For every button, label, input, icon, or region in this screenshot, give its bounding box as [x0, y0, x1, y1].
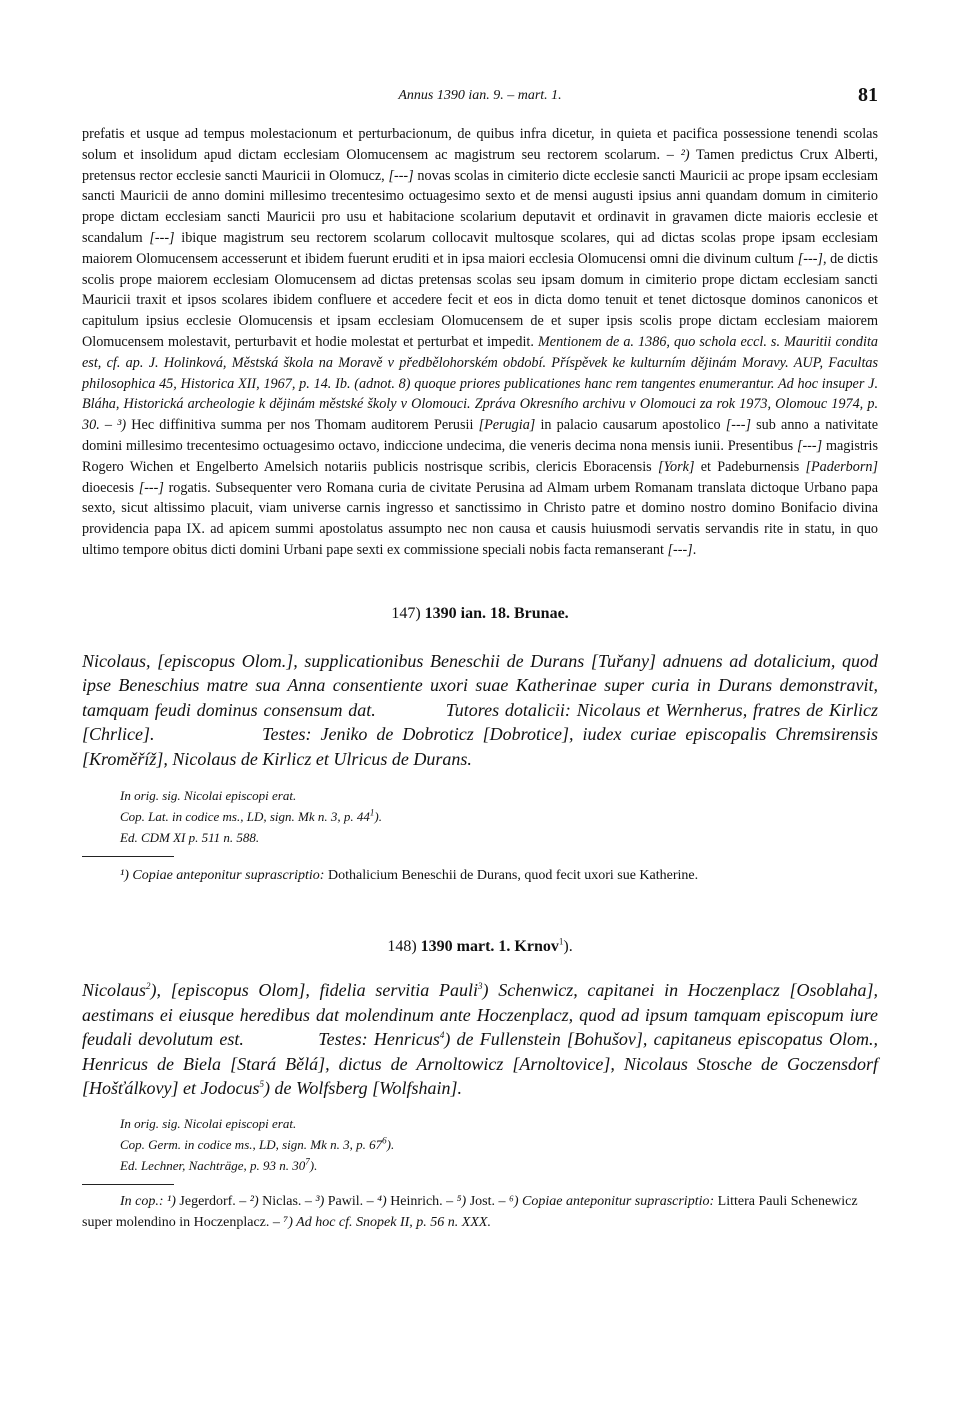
footnote-text: Dothalicium Beneschii de Durans, quod fecit uxori sue Katherine.	[324, 868, 699, 884]
document-page	[82, 84, 878, 1233]
regest-text: ) Schenwicz, capitanei in Hoczenplacz [Osoblaha], aestimans ei eiusque heredibus dat molendinum ante Hoczenplacz, quod ad ipsum tamquam episcopum iure feudali devolutum est.	[82, 980, 878, 1050]
place-identification: [Paderborn]	[805, 458, 879, 475]
footnote-reference: ⁷) Ad hoc cf. Snopek II, p. 56 n. XXX.	[283, 1214, 491, 1230]
intro-text: .	[692, 541, 697, 558]
lacuna-mark: [---]	[797, 250, 823, 267]
note-sup: 5	[259, 1079, 265, 1090]
entry-147-notes	[120, 785, 878, 848]
entry-place: Krnov	[514, 938, 559, 956]
footnote-text: Pawil. –	[324, 1193, 378, 1209]
edition-note-text: Ed. Lechner, Nachträge, p. 93 n. 30	[120, 1157, 306, 1173]
copy-note-text: Cop. Germ. in codice ms., LD, sign. Mk n. 3, p. 67	[120, 1136, 383, 1152]
footnote-marker: ³)	[315, 1193, 325, 1209]
intro-text: novas scolas in cimiterio dicte ecclesie sancti Mauricii ac prope ipsam ecclesiam sancti Mauricii de anno domini millesimo trecentesimo octuagesimo sexto et de mensi augusti ipsius anni quandam domum in cimiterio prope dictam ecclesiam sancti Mauricii pro usu et habitacione scolarium deputavit et ordinavit in gravamen dicte maioris ecclesie et scandalum	[82, 167, 878, 246]
lacuna-mark: [---]	[667, 541, 693, 558]
editorial-note: Mentionem de a. 1386, quo schola eccl. s. Mauritii condita est, cf. ap. J. Holinková, Městská škola na Moravě v předbělohorském období. Příspěvek ke kulturním dějinám Moravy. AUP, Facultas philosophica 45, Historica XII, 1967, p. 14. Ib. (adnot. 8) quoque priores publicationes hanc rem tangentes enumerantur. Ad hoc insuper J. Bláha, Historická archeologie k dějinám městské školy v Olomouci. Zpráva Okresního archivu v Olomouci za rok 1973, Olomouc 1974, p. 30. –	[82, 333, 878, 434]
entry-148-notes	[120, 1113, 878, 1176]
footnote-rule	[82, 1184, 174, 1185]
place-identification: [York]	[657, 458, 695, 475]
edition-note: Ed. CDM XI p. 511 n. 588.	[120, 830, 260, 846]
entry-date: 1390 mart. 1.	[420, 938, 511, 956]
entry-147-regest	[82, 649, 878, 772]
footnote-marker: ⁴)	[377, 1193, 387, 1209]
entry-147-footnote	[82, 865, 878, 886]
regest-text: ), [episcopus Olom], fidelia servitia Pauli	[150, 980, 479, 1001]
note-sup: 6	[382, 1135, 387, 1146]
footnote-text: Heinrich. –	[386, 1193, 457, 1209]
regest-text: Testes: Jeniko de Dobroticz [Dobrotice], iudex curiae episcopalis Chremsirensis [Kroměříž], Nicolaus de Kirlicz et Ulricus de Durans.	[82, 724, 878, 769]
copy-note	[120, 806, 878, 827]
entry-date: 1390 ian. 18.	[424, 604, 510, 622]
regest-text: Nicolaus	[82, 980, 147, 1001]
lacuna-mark: [---]	[725, 417, 751, 434]
intro-text: Tamen predictus Crux Alberti, pretensus rector ecclesie sancti Mauricii in Olomucz,	[82, 146, 878, 184]
regest-text: Nicolaus, [episcopus Olom.], supplicationibus Beneschii de Durans [Tuřany] adnuens ad dotalicium, quod ipse Beneschius matre sua Anna consentiente uxori suae Katherinae super curia in Durans demonstravit, tamquam feudi dominus consensum dat.	[82, 650, 878, 720]
lacuna-mark: [---]	[138, 479, 164, 496]
entry-number: 147)	[391, 604, 421, 622]
note-sup: 7	[305, 1156, 310, 1167]
place-identification: [Perugia]	[478, 417, 536, 434]
regest-text: ) de Fullenstein [Bohušov], capitaneus episcopatus Olom., Henricus de Biela [Stará Bělá], dictus de Arnoltowicz [Arnoltovice], Nicolaus Stosche de Goczensdorf [Hošťálkovy] et Jodocus	[82, 1029, 878, 1099]
intro-text: magistris Rogero Wichen et Engelberto Amelsich notariis publicis nostrisque scribis, clericis Eboracensis	[82, 437, 878, 475]
footnote-text: Niclas. –	[258, 1193, 316, 1209]
intro-text: et Padeburnensis	[694, 458, 806, 475]
page-number: 81	[858, 84, 878, 106]
footnote-label: In cop.: ¹)	[120, 1193, 176, 1209]
running-head: Annus 1390 ian. 9. – mart. 1.	[398, 88, 562, 103]
copy-note-end: ).	[374, 809, 382, 825]
intro-text: in palacio causarum apostolico	[535, 417, 726, 434]
footnote-marker: ¹)	[120, 868, 129, 884]
footnote-text: Littera Pauli Schenewicz super molendino in Hoczenplacz. –	[82, 1193, 858, 1230]
footnote-marker: ²)	[249, 1193, 259, 1209]
entry-place-end: ).	[563, 938, 573, 956]
entry-148-footnote	[82, 1191, 878, 1233]
note-sup: 3	[478, 981, 483, 992]
footnote-label: ⁶) Copiae anteponitur suprascriptio:	[509, 1193, 715, 1209]
intro-text: , de dictis scolis prope maiorem ecclesiam Olomucensem ad dictas pretensas scolas seu ipsam domum in cimiterio prope dictam ecclesiam sancti Mauricii traxit et ipsos scolares ibidem confluere et accedere fecit et eos in dicta domo tenuit et tenet dictosque dominos canonicos et capitulum ipsius ecclesie Olomucensis et ipsam ecclesiam Olomucensem de et super ipsis scolis prope dictam ecclesiam maiorem Olomucensem molestavit, perturbavit et hodie molestat et perturbat et impedit.	[82, 250, 878, 350]
page-header	[82, 84, 878, 112]
lacuna-mark: [---]	[388, 167, 414, 184]
footnote-text: Jegerdorf. –	[175, 1193, 250, 1209]
note-marker: ³)	[117, 417, 127, 434]
entry-number: 148)	[387, 938, 417, 956]
footnote-text: Jost. –	[466, 1193, 509, 1209]
note-sup: 2	[146, 981, 151, 992]
regest-text: ) de Wolfsberg [Wolfshain].	[264, 1078, 463, 1099]
note-sup: 1	[558, 936, 564, 947]
note-sup: 1	[369, 807, 375, 818]
seal-note: In orig. sig. Nicolai episcopi erat.	[120, 1115, 297, 1131]
entry-148-regest	[82, 978, 878, 1101]
intro-text: rogatis. Subsequenter vero Romana curia de civitate Perusina ad Almam urbem Romanam translata dictoque Urbano papa sexto, sicut altissimo placuit, viam universe carnis ingresso et sanctissimo in Christo patre et domino nostro domino Bonifacio divina providencia papa IX. ad apicem summi apostolatus assumpto nec non causa et causis huiusmodi servatis servandis rite in statu, in quo ultimo tempore obitus dicti domini Urbani pape sexti ex commissione speciali nobis facta remanserant	[82, 479, 878, 558]
note-marker: ²)	[680, 146, 690, 163]
entry-148-title	[82, 938, 878, 956]
copy-note	[120, 1134, 878, 1155]
intro-paragraph	[82, 124, 878, 561]
copy-note-text: Cop. Lat. in codice ms., LD, sign. Mk n. 3, p. 44	[120, 809, 370, 825]
lacuna-mark: [---]	[149, 229, 175, 246]
intro-text: Hec diffinitiva summa per nos Thomam auditorem Perusii	[126, 417, 479, 434]
intro-text: sub anno a nativitate domini millesimo trecentesimo octuagesimo octavo, indiccione undecima, die veneris decima nona mensis iunii. Presentibus	[82, 417, 878, 454]
seal-note: In orig. sig. Nicolai episcopi erat.	[120, 788, 297, 804]
lacuna-mark: [---]	[796, 437, 823, 454]
regest-text: Testes: Henricus	[318, 1029, 440, 1050]
regest-text: Tutores dotalicii: Nicolaus et Wernherus, fratres de Kirlicz [Chrlice].	[82, 699, 879, 745]
footnote-marker: ⁵)	[456, 1193, 467, 1209]
intro-text: dioecesis	[82, 479, 139, 496]
note-sup: 4	[439, 1030, 445, 1041]
intro-text: ibique magistrum seu rectorem scolarum collocavit multosque scolares, qui ad dictas scolas prope ipsam ecclesiam maiorem Olomucensem accesserunt et ibidem fuerunt eruditi et in ipsa maiori ecclesia Olomucensi omni die divinum cultum	[82, 229, 879, 267]
copy-note-end: ).	[386, 1136, 395, 1152]
edition-note	[120, 1155, 878, 1176]
footnote-label: Copiae anteponitur suprascriptio:	[132, 868, 325, 884]
footnote-rule	[82, 856, 174, 857]
entry-place: Brunae.	[514, 604, 569, 622]
entry-147-title	[82, 605, 878, 623]
intro-text: prefatis et usque ad tempus molestacionum et perturbacionum, de quibus infra dicetur, in quieta et pacifica possessione tenendi scolas solum et insolidum apud dictam ecclesiam Olomucensem ac magistrum seu rectorem scolarum. –	[82, 126, 878, 163]
edition-note-end: ).	[309, 1157, 318, 1173]
